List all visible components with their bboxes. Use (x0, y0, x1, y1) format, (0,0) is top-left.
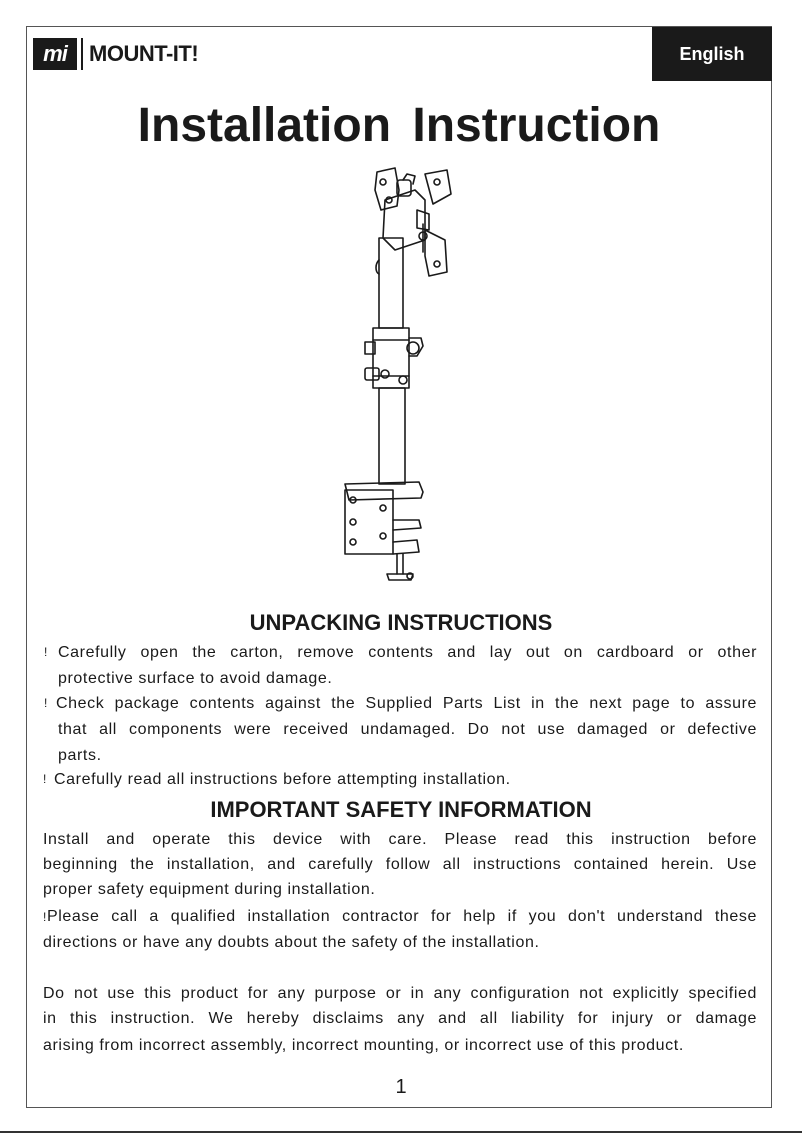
safety-para-2-line-1 (43, 904, 757, 931)
safety-para-1-line-1: Install and operate this device with care. Please read this instruction before (43, 831, 757, 848)
brand-mark: mi (33, 38, 77, 70)
bullet-mark: ! (43, 910, 47, 924)
item-text: Carefully read all instructions before attempting installation. (54, 771, 511, 788)
page-number: 1 (395, 1076, 407, 1098)
safety-para-3-line-1: Do not use this product for any purpose or in any configuration not explicitly specified (43, 985, 757, 1002)
bottom-rule (0, 1131, 802, 1133)
para-text: Please call a qualified installation contractor for help if you don't understand these (46, 908, 757, 925)
language-tab: English (652, 27, 772, 81)
safety-para-1-line-2: beginning the installation, and carefully follow all instructions contained herein. Use (43, 856, 757, 873)
unpacking-item-1 (44, 640, 757, 666)
bullet-mark: ! (44, 645, 48, 659)
item-text: parts. (58, 747, 102, 764)
item-text: Carefully open the carton, remove contents and lay out on cardboard or other (58, 644, 757, 661)
unpacking-heading: UNPACKING INSTRUCTIONS (249, 610, 553, 635)
bullet-mark: ! (43, 772, 47, 786)
item-text: Check package contents against the Supplied Parts List in the next page to assure (56, 695, 757, 712)
brand-name: MOUNT-IT! (89, 41, 199, 66)
unpacking-item-2-cont (58, 717, 757, 743)
item-text: that all components were received undamaged. Do not use damaged or defective (58, 721, 757, 738)
unpacking-item-3 (43, 767, 511, 793)
page-title: Installation Instruction (137, 99, 661, 152)
safety-para-3-line-2: in this instruction. We hereby disclaims any and all liability for injury or damage (43, 1010, 757, 1027)
safety-para-2-line-2: directions or have any doubts about the safety of the installation. (43, 934, 540, 951)
brand-logo (33, 38, 198, 70)
unpacking-item-1-cont (58, 666, 332, 692)
safety-heading: IMPORTANT SAFETY INFORMATION (210, 797, 592, 822)
bullet-mark: ! (44, 696, 48, 710)
unpacking-item-2-cont2 (58, 743, 102, 769)
monitor-mount-illustration-icon (325, 160, 475, 590)
safety-para-3-line-3: arising from incorrect assembly, incorrect mounting, or incorrect use of this product. (43, 1037, 684, 1054)
item-text: protective surface to avoid damage. (58, 670, 333, 687)
safety-para-1-line-3: proper safety equipment during installation. (43, 881, 376, 898)
unpacking-item-2 (44, 691, 757, 717)
brand-separator (81, 38, 83, 70)
